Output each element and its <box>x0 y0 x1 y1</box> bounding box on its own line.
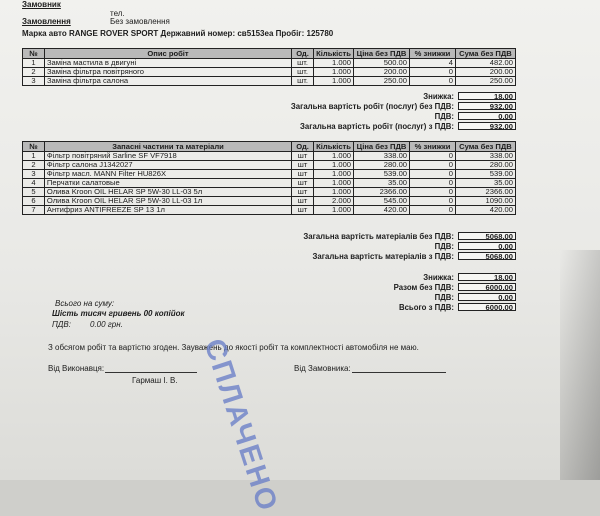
column-header: № <box>23 49 45 59</box>
table-cell: 2366.00 <box>354 188 410 197</box>
sum-in-words: Шість тисяч гривень 00 копійок <box>52 309 185 318</box>
column-header: Ціна без ПДВ <box>354 142 410 152</box>
customer-signature-line <box>352 372 446 373</box>
table-cell: Перчатки салатовые <box>44 179 291 188</box>
executor-signature-line <box>105 372 197 373</box>
total-value: 18.00 <box>458 273 516 281</box>
table-cell: 0 <box>410 206 456 215</box>
total-row <box>300 292 516 302</box>
table-cell: Заміна фільтра повітряного <box>44 68 291 77</box>
total-label: ПДВ: <box>434 112 454 121</box>
total-label: Всього з ПДВ: <box>398 303 454 312</box>
table-cell: 0 <box>410 170 456 179</box>
table-cell: 35.00 <box>455 179 515 188</box>
total-row <box>200 251 516 261</box>
table-cell: 200.00 <box>354 68 410 77</box>
total-row <box>300 302 516 312</box>
table-cell: 4 <box>23 179 45 188</box>
total-value: 6000.00 <box>458 283 516 291</box>
table-cell: 420.00 <box>455 206 515 215</box>
total-label: Знижка: <box>423 92 454 101</box>
table-cell: 1.000 <box>314 59 354 68</box>
table-cell: 1.000 <box>314 206 354 215</box>
total-row <box>200 101 516 111</box>
table-row <box>23 161 516 170</box>
table-cell: 545.00 <box>354 197 410 206</box>
total-label: Загальна вартість матеріалів з ПДВ: <box>312 252 454 261</box>
table-cell: шт <box>292 161 314 170</box>
column-header: Сума без ПДВ <box>455 142 515 152</box>
total-row <box>200 231 516 241</box>
table-cell: Олива Kroon OIL HELAR SP 5W-30 LL-03 1л <box>44 197 291 206</box>
column-header: № <box>23 142 45 152</box>
phone-label: тел. <box>110 9 125 18</box>
table-cell: 6 <box>23 197 45 206</box>
table-cell: Олива Kroon OIL HELAR SP 5W-30 LL-03 5л <box>44 188 291 197</box>
page-shadow <box>560 250 600 480</box>
column-header: Опис робіт <box>44 49 291 59</box>
total-value: 5068.00 <box>458 232 516 240</box>
executor-label: Від Виконавця: <box>48 364 105 373</box>
table-cell: 2366.00 <box>455 188 515 197</box>
table-cell: 482.00 <box>455 59 515 68</box>
table-row <box>23 77 516 86</box>
paid-stamp: СПЛАЧЕНО <box>197 335 284 516</box>
table-cell: 338.00 <box>455 152 515 161</box>
table-cell: Заміна мастила в двигуні <box>44 59 291 68</box>
customer-label: Замовник <box>22 0 61 9</box>
table-cell: 0 <box>410 188 456 197</box>
total-label: ПДВ: <box>434 242 454 251</box>
table-cell: 7 <box>23 206 45 215</box>
table-cell: 280.00 <box>354 161 410 170</box>
column-header: % знижки <box>410 142 456 152</box>
table-cell: Фільтр масл. MANN Filter HU826X <box>44 170 291 179</box>
table-cell: 539.00 <box>455 170 515 179</box>
table-cell: 0 <box>410 197 456 206</box>
table-cell: шт <box>292 170 314 179</box>
table-cell: 1 <box>23 152 45 161</box>
parts-table <box>22 141 516 215</box>
table-cell: 338.00 <box>354 152 410 161</box>
table-cell: шт <box>292 152 314 161</box>
table-row <box>23 206 516 215</box>
table-cell: 2 <box>23 161 45 170</box>
table-cell: 3 <box>23 170 45 179</box>
works-table <box>22 48 516 86</box>
vat-value: 0.00 грн. <box>90 320 123 329</box>
table-cell: 4 <box>410 59 456 68</box>
total-value: 18.00 <box>458 92 516 100</box>
table-cell: Фільтр повітряний Sarline SF VF7918 <box>44 152 291 161</box>
table-cell: шт. <box>292 77 314 86</box>
table-cell: 250.00 <box>455 77 515 86</box>
sum-label: Всього на суму: <box>55 299 115 308</box>
executor-name: Гармаш І. В. <box>132 376 178 385</box>
table-cell: 250.00 <box>354 77 410 86</box>
total-label: Знижка: <box>423 273 454 282</box>
total-label: ПДВ: <box>434 293 454 302</box>
total-label: Загальна вартість робіт (послуг) без ПДВ: <box>290 102 454 111</box>
table-cell: 1.000 <box>314 170 354 179</box>
total-label: Загальна вартість матеріалів без ПДВ: <box>303 232 454 241</box>
customer-signature-label: Від Замовника: <box>294 364 351 373</box>
table-cell: 1 <box>23 59 45 68</box>
table-row <box>23 59 516 68</box>
table-row <box>23 179 516 188</box>
table-row <box>23 188 516 197</box>
table-cell: 0 <box>410 179 456 188</box>
summary-totals <box>300 272 516 312</box>
table-row <box>23 68 516 77</box>
table-cell: 0 <box>410 152 456 161</box>
column-header: Кількість <box>314 49 354 59</box>
works-totals <box>200 91 516 131</box>
total-row <box>200 121 516 131</box>
total-row <box>300 272 516 282</box>
column-header: Сума без ПДВ <box>455 49 515 59</box>
table-cell: Антифриз ANTIFREEZE SP 13 1л <box>44 206 291 215</box>
table-cell: 1.000 <box>314 77 354 86</box>
table-cell: 0 <box>410 68 456 77</box>
table-cell: Заміна фільтра салона <box>44 77 291 86</box>
column-header: Од. <box>292 142 314 152</box>
parts-table-header <box>23 142 516 152</box>
table-cell: 5 <box>23 188 45 197</box>
total-value: 932.00 <box>458 122 516 130</box>
column-header: Запасні частини та матеріали <box>44 142 291 152</box>
parts-totals <box>200 231 516 261</box>
table-cell: 2 <box>23 68 45 77</box>
total-row <box>200 91 516 101</box>
vat-label: ПДВ: <box>52 320 71 329</box>
order-value: Без замовлення <box>110 17 170 26</box>
total-value: 0.00 <box>458 293 516 301</box>
total-label: Загальна вартість робіт (послуг) з ПДВ: <box>300 122 454 131</box>
table-row <box>23 152 516 161</box>
table-row <box>23 170 516 179</box>
table-cell: шт. <box>292 68 314 77</box>
table-cell: 1090.00 <box>455 197 515 206</box>
table-cell: 1.000 <box>314 152 354 161</box>
total-value: 0.00 <box>458 242 516 250</box>
table-cell: 500.00 <box>354 59 410 68</box>
table-cell: шт <box>292 179 314 188</box>
table-cell: 0 <box>410 77 456 86</box>
table-cell: 1.000 <box>314 161 354 170</box>
table-cell: 420.00 <box>354 206 410 215</box>
table-cell: шт <box>292 197 314 206</box>
agreement-text: З обсягом робіт та вартістю згоден. Зауважень до якості робіт та комплектності автомобіля не маю. <box>48 343 419 352</box>
table-cell: шт. <box>292 59 314 68</box>
table-cell: 35.00 <box>354 179 410 188</box>
table-cell: 3 <box>23 77 45 86</box>
total-value: 932.00 <box>458 102 516 110</box>
table-cell: 200.00 <box>455 68 515 77</box>
column-header: Кількість <box>314 142 354 152</box>
table-cell: 1.000 <box>314 188 354 197</box>
column-header: Ціна без ПДВ <box>354 49 410 59</box>
table-cell: 1.000 <box>314 68 354 77</box>
total-value: 5068.00 <box>458 252 516 260</box>
table-cell: 539.00 <box>354 170 410 179</box>
total-label: Разом без ПДВ: <box>393 283 454 292</box>
order-label: Замовлення <box>22 17 71 26</box>
total-row <box>200 111 516 121</box>
total-row <box>200 241 516 251</box>
table-row <box>23 197 516 206</box>
table-cell: шт <box>292 206 314 215</box>
table-cell: 1.000 <box>314 179 354 188</box>
table-cell: 280.00 <box>455 161 515 170</box>
total-value: 0.00 <box>458 112 516 120</box>
table-cell: 0 <box>410 161 456 170</box>
table-cell: шт <box>292 188 314 197</box>
total-value: 6000.00 <box>458 303 516 311</box>
column-header: Од. <box>292 49 314 59</box>
column-header: % знижки <box>410 49 456 59</box>
car-info-line: Марка авто RANGE ROVER SPORT Державний номер: св5153еа Пробіг: 125780 <box>22 29 334 38</box>
total-row <box>300 282 516 292</box>
table-cell: Фільтр салона J1342027 <box>44 161 291 170</box>
works-table-header <box>23 49 516 59</box>
table-cell: 2.000 <box>314 197 354 206</box>
